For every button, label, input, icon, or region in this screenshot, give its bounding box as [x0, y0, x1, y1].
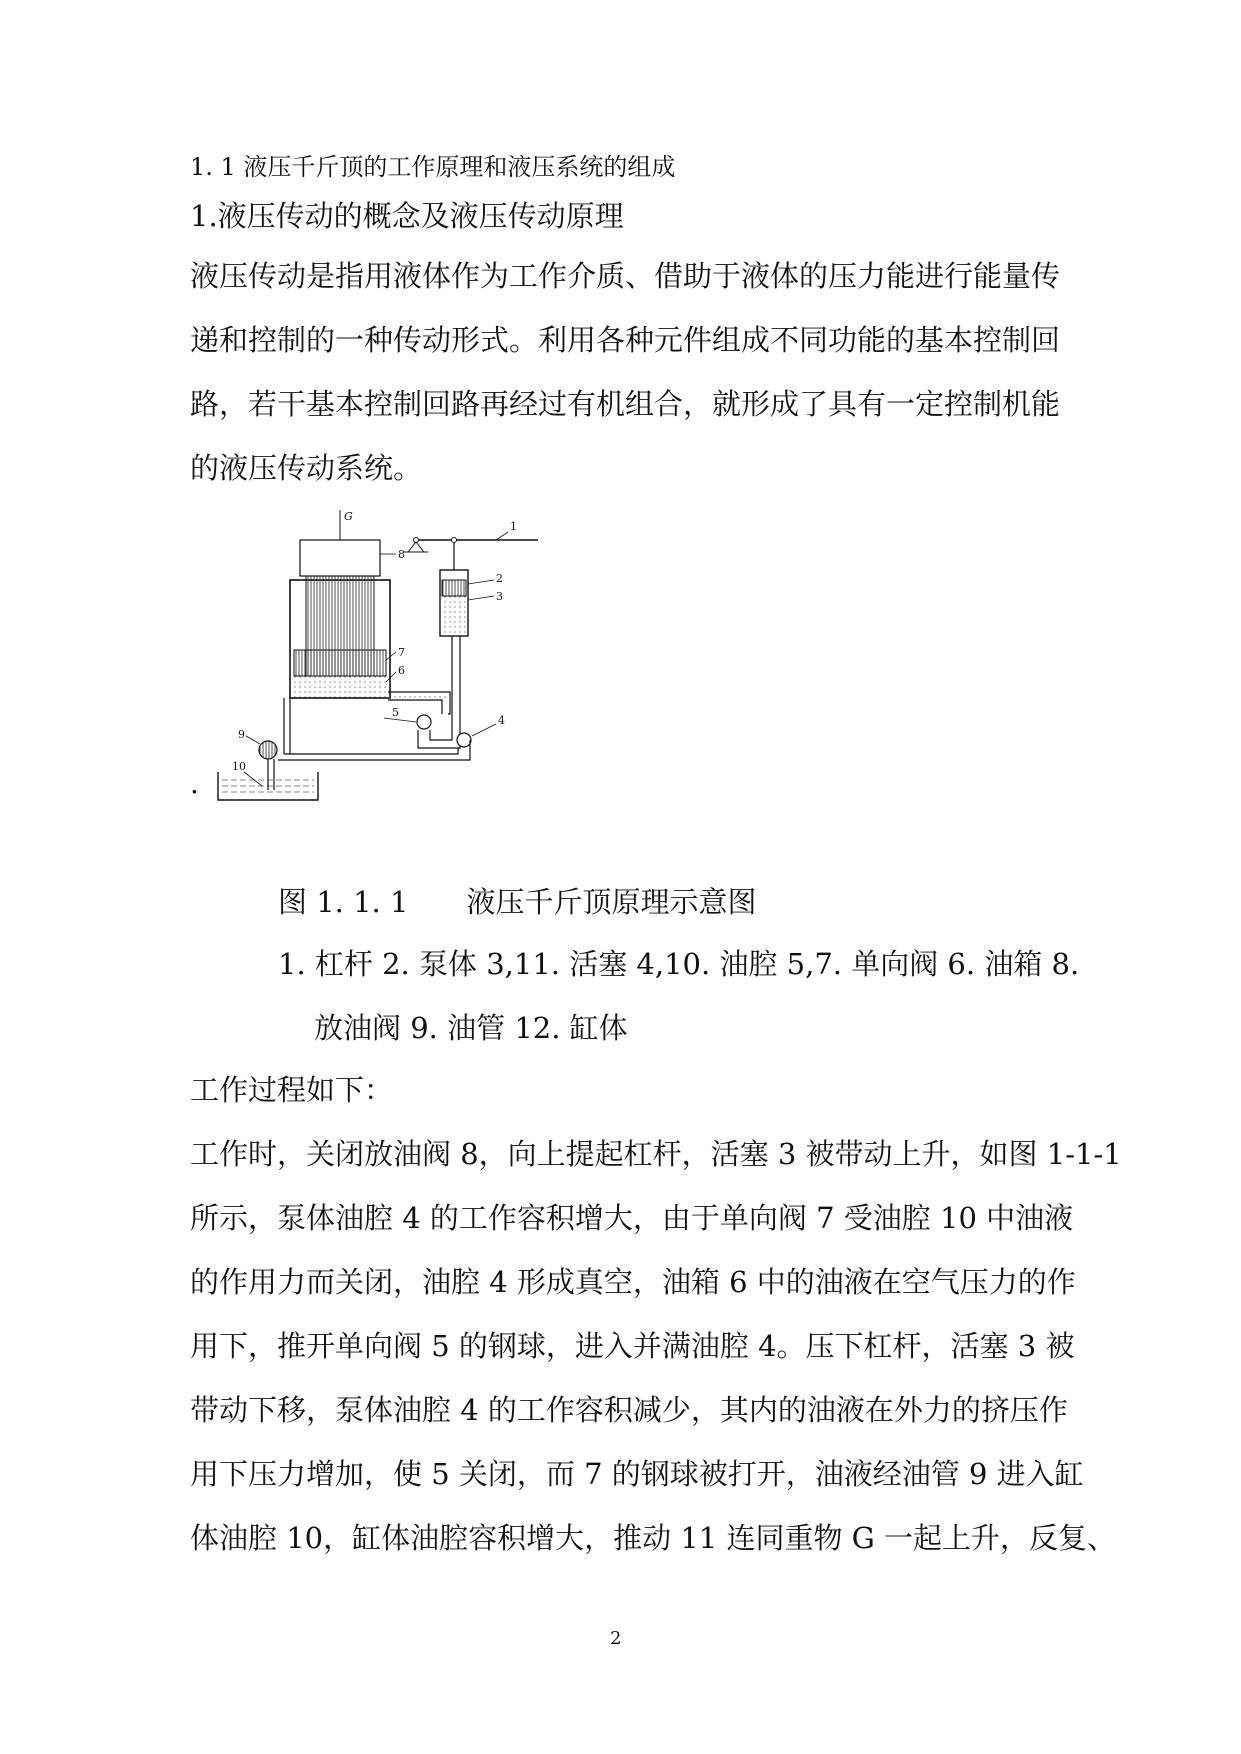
page-number: 2	[610, 1628, 622, 1649]
svg-text:3: 3	[496, 590, 503, 603]
check-valve-4	[457, 733, 471, 747]
label-G: G	[344, 510, 353, 523]
svg-text:8: 8	[398, 548, 405, 561]
large-oil-chamber	[292, 676, 388, 698]
release-valve-9	[259, 741, 277, 759]
process-line: 所示，泵体油腔 4 的工作容积增大，由于单向阀 7 受油腔 10 中油液	[190, 1201, 1074, 1235]
section-heading: 1. 1 液压千斤顶的工作原理和液压系统的组成	[190, 153, 676, 181]
svg-text:9: 9	[238, 728, 245, 741]
process-line: 体油腔 10，缸体油腔容积增大，推动 11 连同重物 G 一起上升，反复、	[190, 1521, 1117, 1555]
intro-line: 液压传动是指用液体作为工作介质、借助于液体的压力能进行能量传	[190, 259, 1061, 293]
svg-text:2: 2	[496, 572, 503, 585]
svg-text:5: 5	[392, 706, 399, 719]
process-line: 用下，推开单向阀 5 的钢球，进入并满油腔 4。压下杠杆，活塞 3 被	[190, 1329, 1075, 1363]
return-pipe	[278, 740, 470, 760]
svg-text:1: 1	[510, 520, 517, 533]
figure-dot: .	[190, 767, 199, 800]
process-line: 用下压力增加，使 5 关闭，而 7 的钢球被打开，油液经油管 9 进入缸	[190, 1457, 1084, 1491]
svg-text:6: 6	[398, 664, 405, 677]
process-line: 带动下移，泵体油腔 4 的工作容积减少，其内的油液在外力的挤压作	[190, 1393, 1068, 1427]
svg-text:10: 10	[232, 760, 246, 773]
large-piston	[294, 650, 386, 676]
intro-line: 路，若干基本控制回路再经过有机组合，就形成了具有一定控制机能	[190, 387, 1061, 421]
figure-legend-line: 1. 杠杆 2. 泵体 3,11. 活塞 4,10. 油腔 5,7. 单向阀 6. 油箱 8.	[278, 947, 1080, 981]
svg-text:7: 7	[398, 646, 405, 659]
process-line: 工作时，关闭放油阀 8，向上提起杠杆，活塞 3 被带动上升，如图 1-1-1	[190, 1137, 1122, 1171]
svg-text:4: 4	[498, 714, 505, 727]
check-valve-5	[417, 715, 431, 729]
process-title: 工作过程如下：	[190, 1073, 394, 1107]
pump-oil-chamber	[442, 596, 466, 634]
weight-block	[300, 540, 380, 576]
figure-legend-line: 放油阀 9. 油管 12. 缸体	[314, 1011, 628, 1045]
hydraulic-jack-diagram	[232, 510, 608, 800]
intro-line: 的液压传动系统。	[190, 451, 423, 485]
intro-line: 递和控制的一种传动形式。利用各种元件组成不同功能的基本控制回	[190, 323, 1061, 357]
figure-caption: 图 1. 1. 1 液压千斤顶原理示意图	[278, 885, 757, 919]
subsection-heading: 1.液压传动的概念及液压传动原理	[190, 199, 624, 233]
process-line: 的作用力而关闭，油腔 4 形成真空，油箱 6 中的油液在空气压力的作	[190, 1265, 1076, 1299]
pump-piston	[442, 580, 466, 596]
